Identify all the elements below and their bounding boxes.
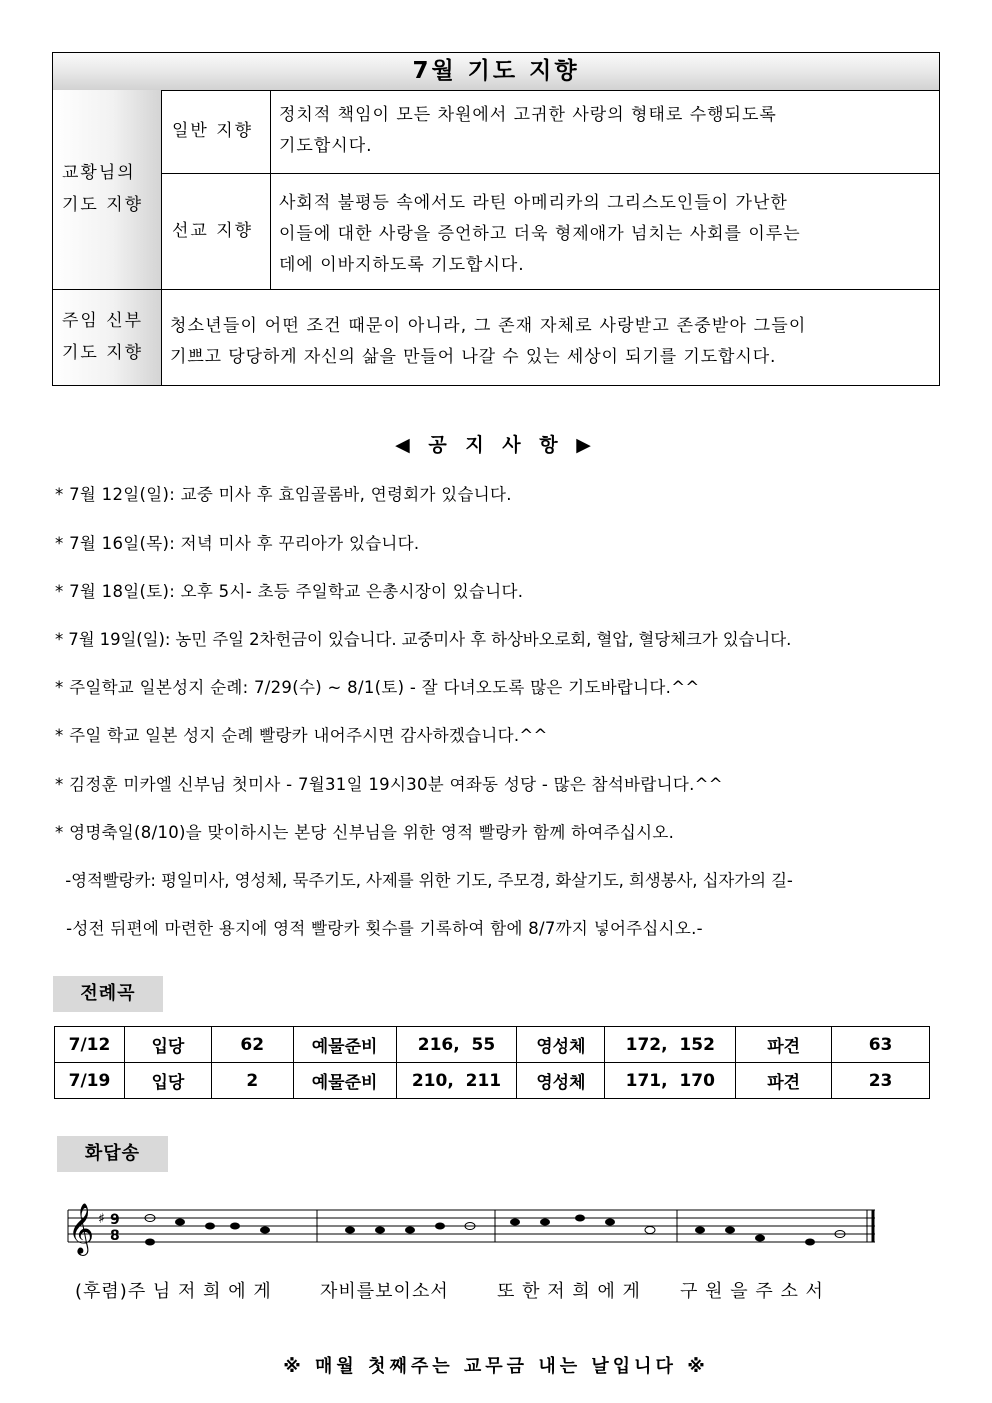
notice-item: * 김정훈 미카엘 신부님 첫미사 - 7월31일 19시30분 여좌동 성당 - 많은 참석바랍니다.^^ <box>55 775 723 794</box>
music-score <box>60 1180 890 1310</box>
notice-subitem: -성전 뒤편에 마련한 용지에 영적 빨랑카 횟수를 기록하여 함에 8/7까지 넣어주십시오.- <box>55 919 703 938</box>
prayer-title: 7월 기도 지향 <box>53 53 939 91</box>
mission-intention-text: 사회적 불평등 속에서도 라틴 아메리카의 그리스도인들이 가난한 이들에 대한 사랑을 증언하고 더욱 형제애가 넘치는 사회를 이루는 데에 이바지하도록 기도합시다. <box>271 174 939 290</box>
notice-item: * 7월 12일(일): 교중 미사 후 효임골롬바, 연령회가 있습니다. <box>55 485 512 504</box>
notice-item: * 영명축일(8/10)을 맞이하시는 본당 신부님을 위한 영적 빨랑카 함께 하여주십시오. <box>55 823 675 842</box>
mission-intention-label: 선교 지향 <box>162 174 271 290</box>
notice-item: * 7월 18일(토): 오후 5시- 초등 주일학교 은총시장이 있습니다. <box>55 582 524 601</box>
svg-text:♯: ♯ <box>98 1211 105 1227</box>
treble-clef-icon: 𝄞 <box>68 1203 95 1254</box>
svg-text:8: 8 <box>110 1228 120 1244</box>
pope-intention-label: 교황님의 기도 지향 <box>53 90 162 290</box>
footer-note: ※ 매월 첫째주는 교무금 내는 날입니다 ※ <box>283 1356 709 1377</box>
hymn-table <box>54 1026 930 1099</box>
notice-item: * 7월 16일(목): 저녁 미사 후 꾸리아가 있습니다. <box>55 534 420 553</box>
notice-item: * 주일 학교 일본 성지 순례 빨랑카 내어주시면 감사하겠습니다.^^ <box>55 726 548 745</box>
table-row: 7/12 입당 62 예물준비 216, 55 영성체 172, 152 파견 63 <box>55 1027 930 1063</box>
table-row: 7/19 입당 2 예물준비 210, 211 영성체 171, 170 파견 23 <box>55 1063 930 1099</box>
hymns-tag: 전례곡 <box>53 976 163 1012</box>
notices-heading: ◀ 공 지 사 항 ▶ <box>395 434 597 456</box>
lyrics-phrase-3: 또 한 저 희 에 게 <box>497 1281 641 1302</box>
notice-item: * 주일학교 일본성지 순례: 7/29(수) ~ 8/1(토) - 잘 다녀오도록 많은 기도바랍니다.^^ <box>55 678 700 697</box>
lyrics-phrase-2: 자비를보이소서 <box>320 1281 449 1302</box>
pastor-intention-label: 주임 신부 기도 지향 <box>53 290 162 385</box>
notice-subitem: -영적빨랑카: 평일미사, 영성체, 묵주기도, 사제를 위한 기도, 주모경, 화살기도, 희생봉사, 십자가의 길- <box>55 871 793 890</box>
lyrics-phrase-4: 구 원 을 주 소 서 <box>680 1281 824 1302</box>
general-intention-label: 일반 지향 <box>162 90 271 174</box>
prayer-intentions-box <box>52 52 940 386</box>
notice-item: * 7월 19일(일): 농민 주일 2차헌금이 있습니다. 교중미사 후 하상바오로회, 혈압, 혈당체크가 있습니다. <box>55 630 792 649</box>
pastor-intention-text: 청소년들이 어떤 조건 때문이 아니라, 그 존재 자체로 사랑받고 존중받아 그들이 기쁘고 당당하게 자신의 삶을 만들어 나갈 수 있는 세상이 되기를 기도합시다. <box>170 316 807 367</box>
lyrics-phrase-1: (후렴)주 님 저 희 에 게 <box>75 1281 272 1302</box>
general-intention-text: 정치적 책임이 모든 차원에서 고귀한 사랑의 형태로 수행되도록 기도합시다. <box>271 90 939 174</box>
psalm-tag: 화답송 <box>57 1136 168 1172</box>
svg-text:9: 9 <box>110 1212 120 1228</box>
